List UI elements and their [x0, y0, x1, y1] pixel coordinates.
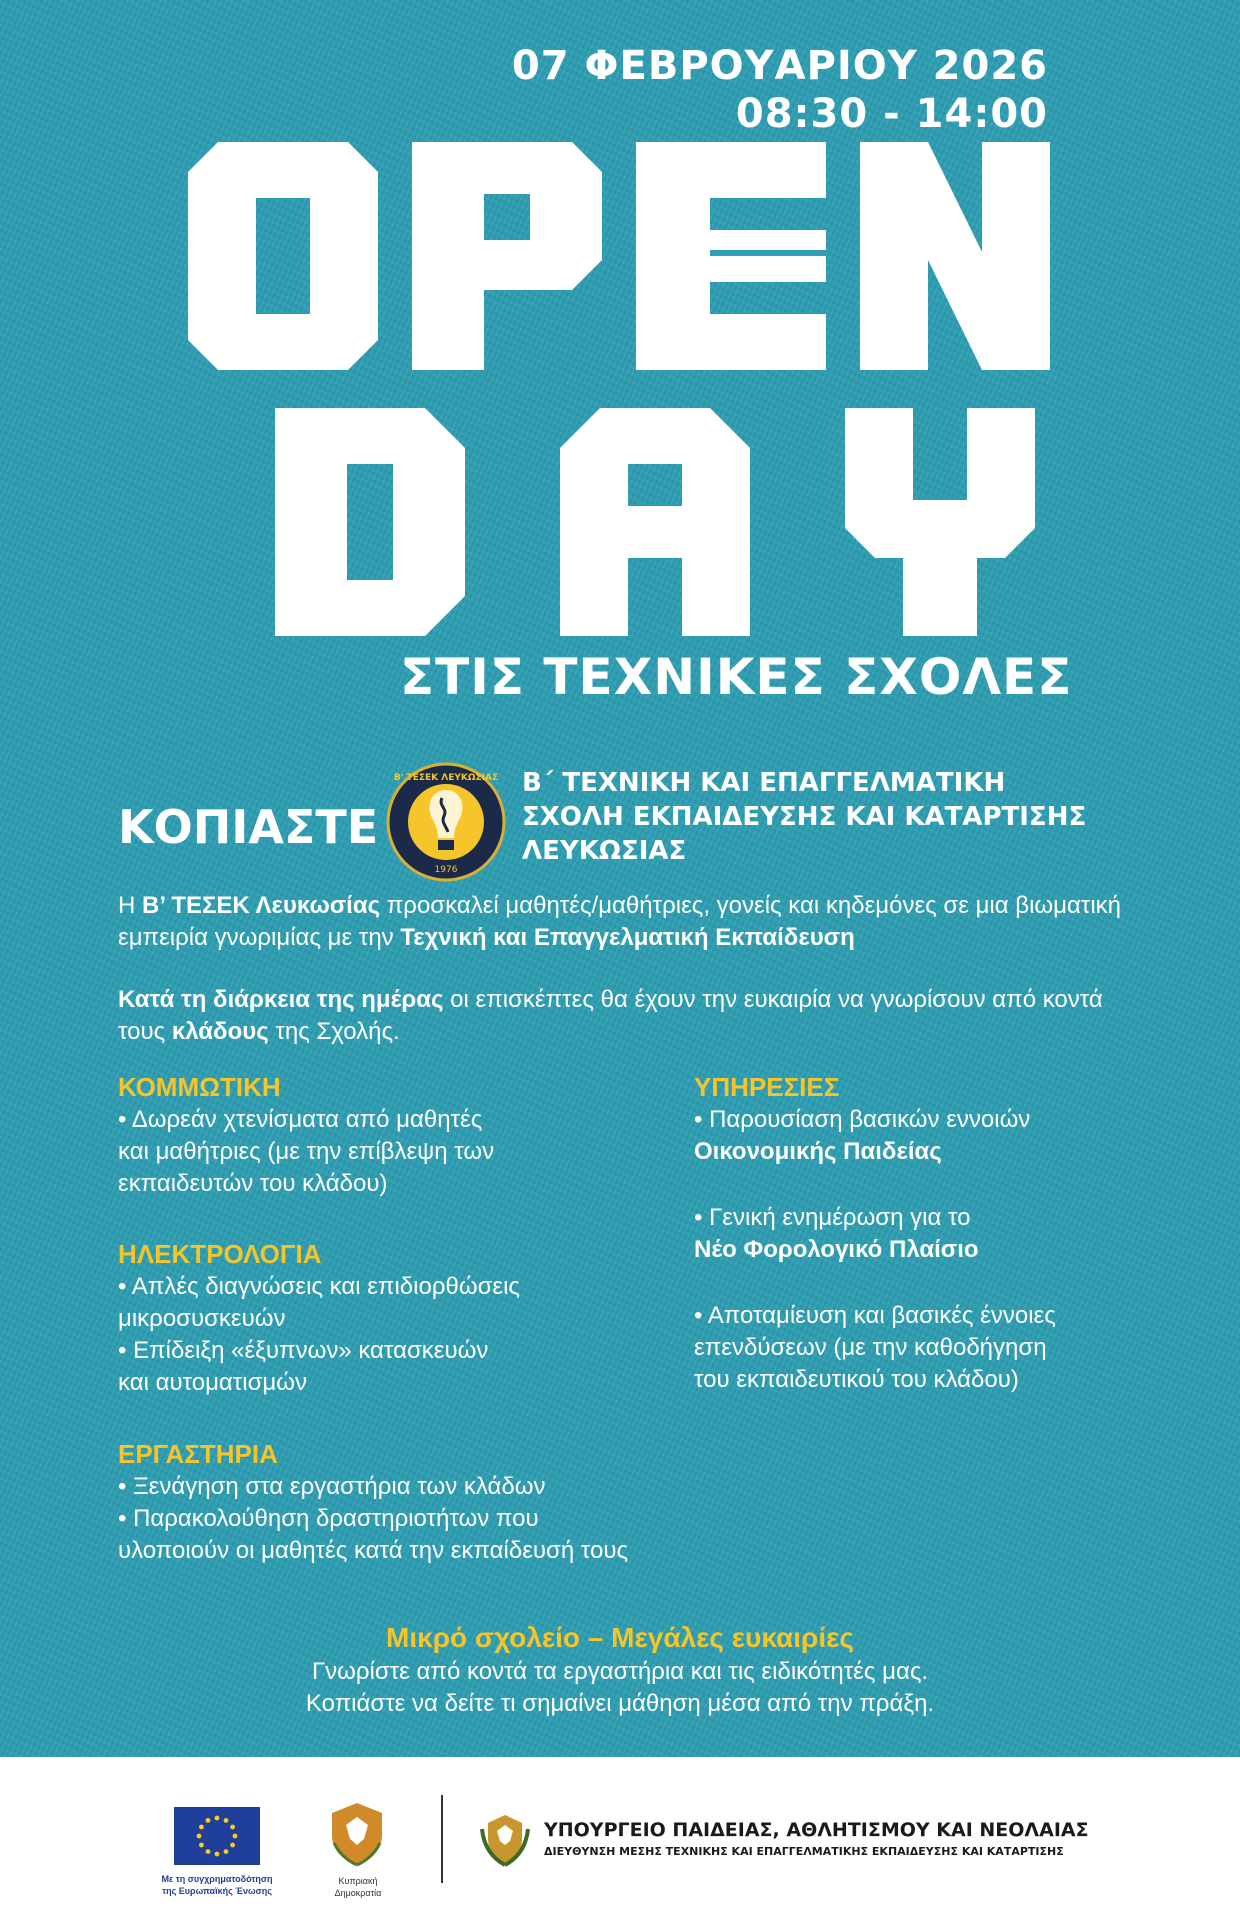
logo-text-top: Β' ΤΕΣΕΚ ΛΕΥΚΩΣΙΑΣ — [393, 773, 499, 783]
event-datetime — [512, 42, 1048, 138]
intro-text: προσκαλεί μαθητές/μαθήτριες, γονείς και κηδεμόνες σε μια βιωματική εμπειρία γνωριμίας με την — [118, 892, 1122, 951]
closing-line: Κοπιάστε να δείτε τι σημαίνει μάθηση μέσα από την πράξη. — [305, 1690, 935, 1717]
letter-d — [260, 408, 480, 636]
section-ypiresies — [694, 1070, 1056, 1396]
section-line: και αυτοματισμών — [118, 1369, 307, 1396]
intro-text: Η — [118, 892, 142, 919]
section-line-bold: Οικονομικής Παιδείας — [694, 1138, 942, 1165]
headline-subtitle: ΣΤΙΣ ΤΕΧΝΙΚΕΣ ΣΧΟΛΕΣ — [400, 648, 1073, 706]
eu-caption-line: της Ευρωπαϊκής Ένωσης — [162, 1886, 272, 1896]
eu-caption-line: Με τη συγχρηματοδότηση — [161, 1874, 273, 1884]
intro-branches-bold: κλάδους — [171, 1018, 269, 1045]
eu-flag-icon — [174, 1807, 260, 1865]
intro-text: οι επισκέπτες θα έχουν την ευκαιρία να γνωρίσουν από κοντά τους — [118, 986, 1103, 1045]
section-title: ΚΟΜΜΩΤΙΚΗ — [118, 1072, 281, 1102]
section-line: του εκπαιδευτικού του κλάδου) — [694, 1366, 1019, 1393]
letter-n — [860, 142, 1050, 370]
letter-a — [535, 408, 775, 636]
section-title: ΗΛΕΚΤΡΟΛΟΓΙΑ — [118, 1239, 322, 1269]
intro-school-bold: Β’ ΤΕΣΕΚ Λευκωσίας — [142, 892, 381, 919]
school-name — [522, 766, 1086, 868]
section-line-bold: Νέο Φορολογικό Πλαίσιο — [694, 1236, 979, 1263]
ministry-subtitle: ΔΙΕΥΘΥΝΣΗ ΜΕΣΗΣ ΤΕΧΝΙΚΗΣ ΚΑΙ ΕΠΑΓΓΕΛΜΑΤΙΚΗΣ ΕΚΠΑΙΔΕΥΣΗΣ ΚΑΙ ΚΑΤΑΡΤΙΣΗΣ — [544, 1845, 1064, 1858]
closing-line: Γνωρίστε από κοντά τα εργαστήρια και τις ειδικότητές μας. — [311, 1658, 929, 1685]
ministry-emblem-icon — [476, 1809, 534, 1867]
school-logo — [386, 762, 506, 882]
closing-block — [0, 1620, 1240, 1720]
logo-year: 1976 — [434, 865, 458, 875]
section-line: μικροσυσκευών — [118, 1305, 286, 1332]
ministry-title: ΥΠΟΥΡΓΕΙΟ ΠΑΙΔΕΙΑΣ, ΑΘΛΗΤΙΣΜΟΥ ΚΑΙ ΝΕΟΛΑΙΑΣ — [544, 1819, 1089, 1841]
letter-y — [830, 408, 1050, 636]
section-line: • Δωρεάν χτενίσματα από μαθητές — [118, 1106, 483, 1133]
intro-paragraph-2 — [118, 984, 1128, 1048]
section-line: επενδύσεων (με την καθοδήγηση — [694, 1334, 1047, 1361]
cyprus-emblem-icon — [322, 1799, 392, 1869]
section-line: • Απλές διαγνώσεις και επιδιορθώσεις — [118, 1273, 520, 1300]
section-kommotiki — [118, 1070, 494, 1200]
cyprus-caption: Κυπριακή Δημοκρατία — [334, 1876, 382, 1898]
section-line: • Επίδειξη «έξυπνων» κατασκευών — [118, 1337, 489, 1364]
intro-day-bold: Κατά τη διάρκεια της ημέρας — [118, 986, 444, 1013]
intro-education-bold: Τεχνική και Επαγγελματική Εκπαίδευση — [400, 924, 855, 951]
eu-caption — [150, 1873, 284, 1897]
section-line: • Ξενάγηση στα εργαστήρια των κλάδων — [118, 1473, 546, 1500]
welcome-text: ΚΟΠΙΑΣΤΕ — [118, 800, 379, 854]
section-ergastiria — [118, 1437, 628, 1567]
school-name-line: ΣΧΟΛΗ ΕΚΠΑΙΔΕΥΣΗΣ ΚΑΙ ΚΑΤΑΡΤΙΣΗΣ — [522, 802, 1087, 832]
intro-paragraph-1 — [118, 890, 1128, 954]
section-line: και μαθήτριες (με την επίβλεψη των — [118, 1138, 495, 1165]
section-line: εκπαιδευτών του κλάδου) — [118, 1170, 388, 1197]
event-time: 08:30 - 14:00 — [735, 91, 1048, 137]
section-title: ΕΡΓΑΣΤΗΡΙΑ — [118, 1439, 278, 1469]
footer-divider — [441, 1795, 443, 1883]
school-name-line: Β΄ ΤΕΧΝΙΚΗ ΚΑΙ ΕΠΑΓΓΕΛΜΑΤΙΚΗ — [522, 768, 1006, 798]
letter-o — [188, 142, 378, 370]
section-line: • Αποταμίευση και βασικές έννοιες — [694, 1302, 1056, 1329]
section-line: • Παρακολούθηση δραστηριοτήτων που — [118, 1505, 539, 1532]
headline-open — [188, 142, 1050, 370]
letter-e — [636, 142, 826, 370]
section-line: υλοποιούν οι μαθητές κατά την εκπαίδευσή τους — [118, 1537, 629, 1564]
slogan: Μικρό σχολείο – Μεγάλες ευκαιρίες — [386, 1622, 854, 1653]
headline-day — [260, 408, 1050, 636]
section-line: • Παρουσίαση βασικών εννοιών — [694, 1106, 1031, 1133]
section-title: ΥΠΗΡΕΣΙΕΣ — [694, 1072, 840, 1102]
school-name-line: ΛΕΥΚΩΣΙΑΣ — [522, 836, 687, 866]
event-date: 07 ΦΕΒΡΟΥΑΡΙΟΥ 2026 — [511, 43, 1048, 89]
letter-p — [412, 142, 602, 370]
intro-text: της Σχολής. — [268, 1018, 400, 1045]
section-line: • Γενική ενημέρωση για το — [694, 1204, 971, 1231]
section-ilektrologia — [118, 1237, 520, 1399]
footer — [0, 1757, 1240, 1918]
